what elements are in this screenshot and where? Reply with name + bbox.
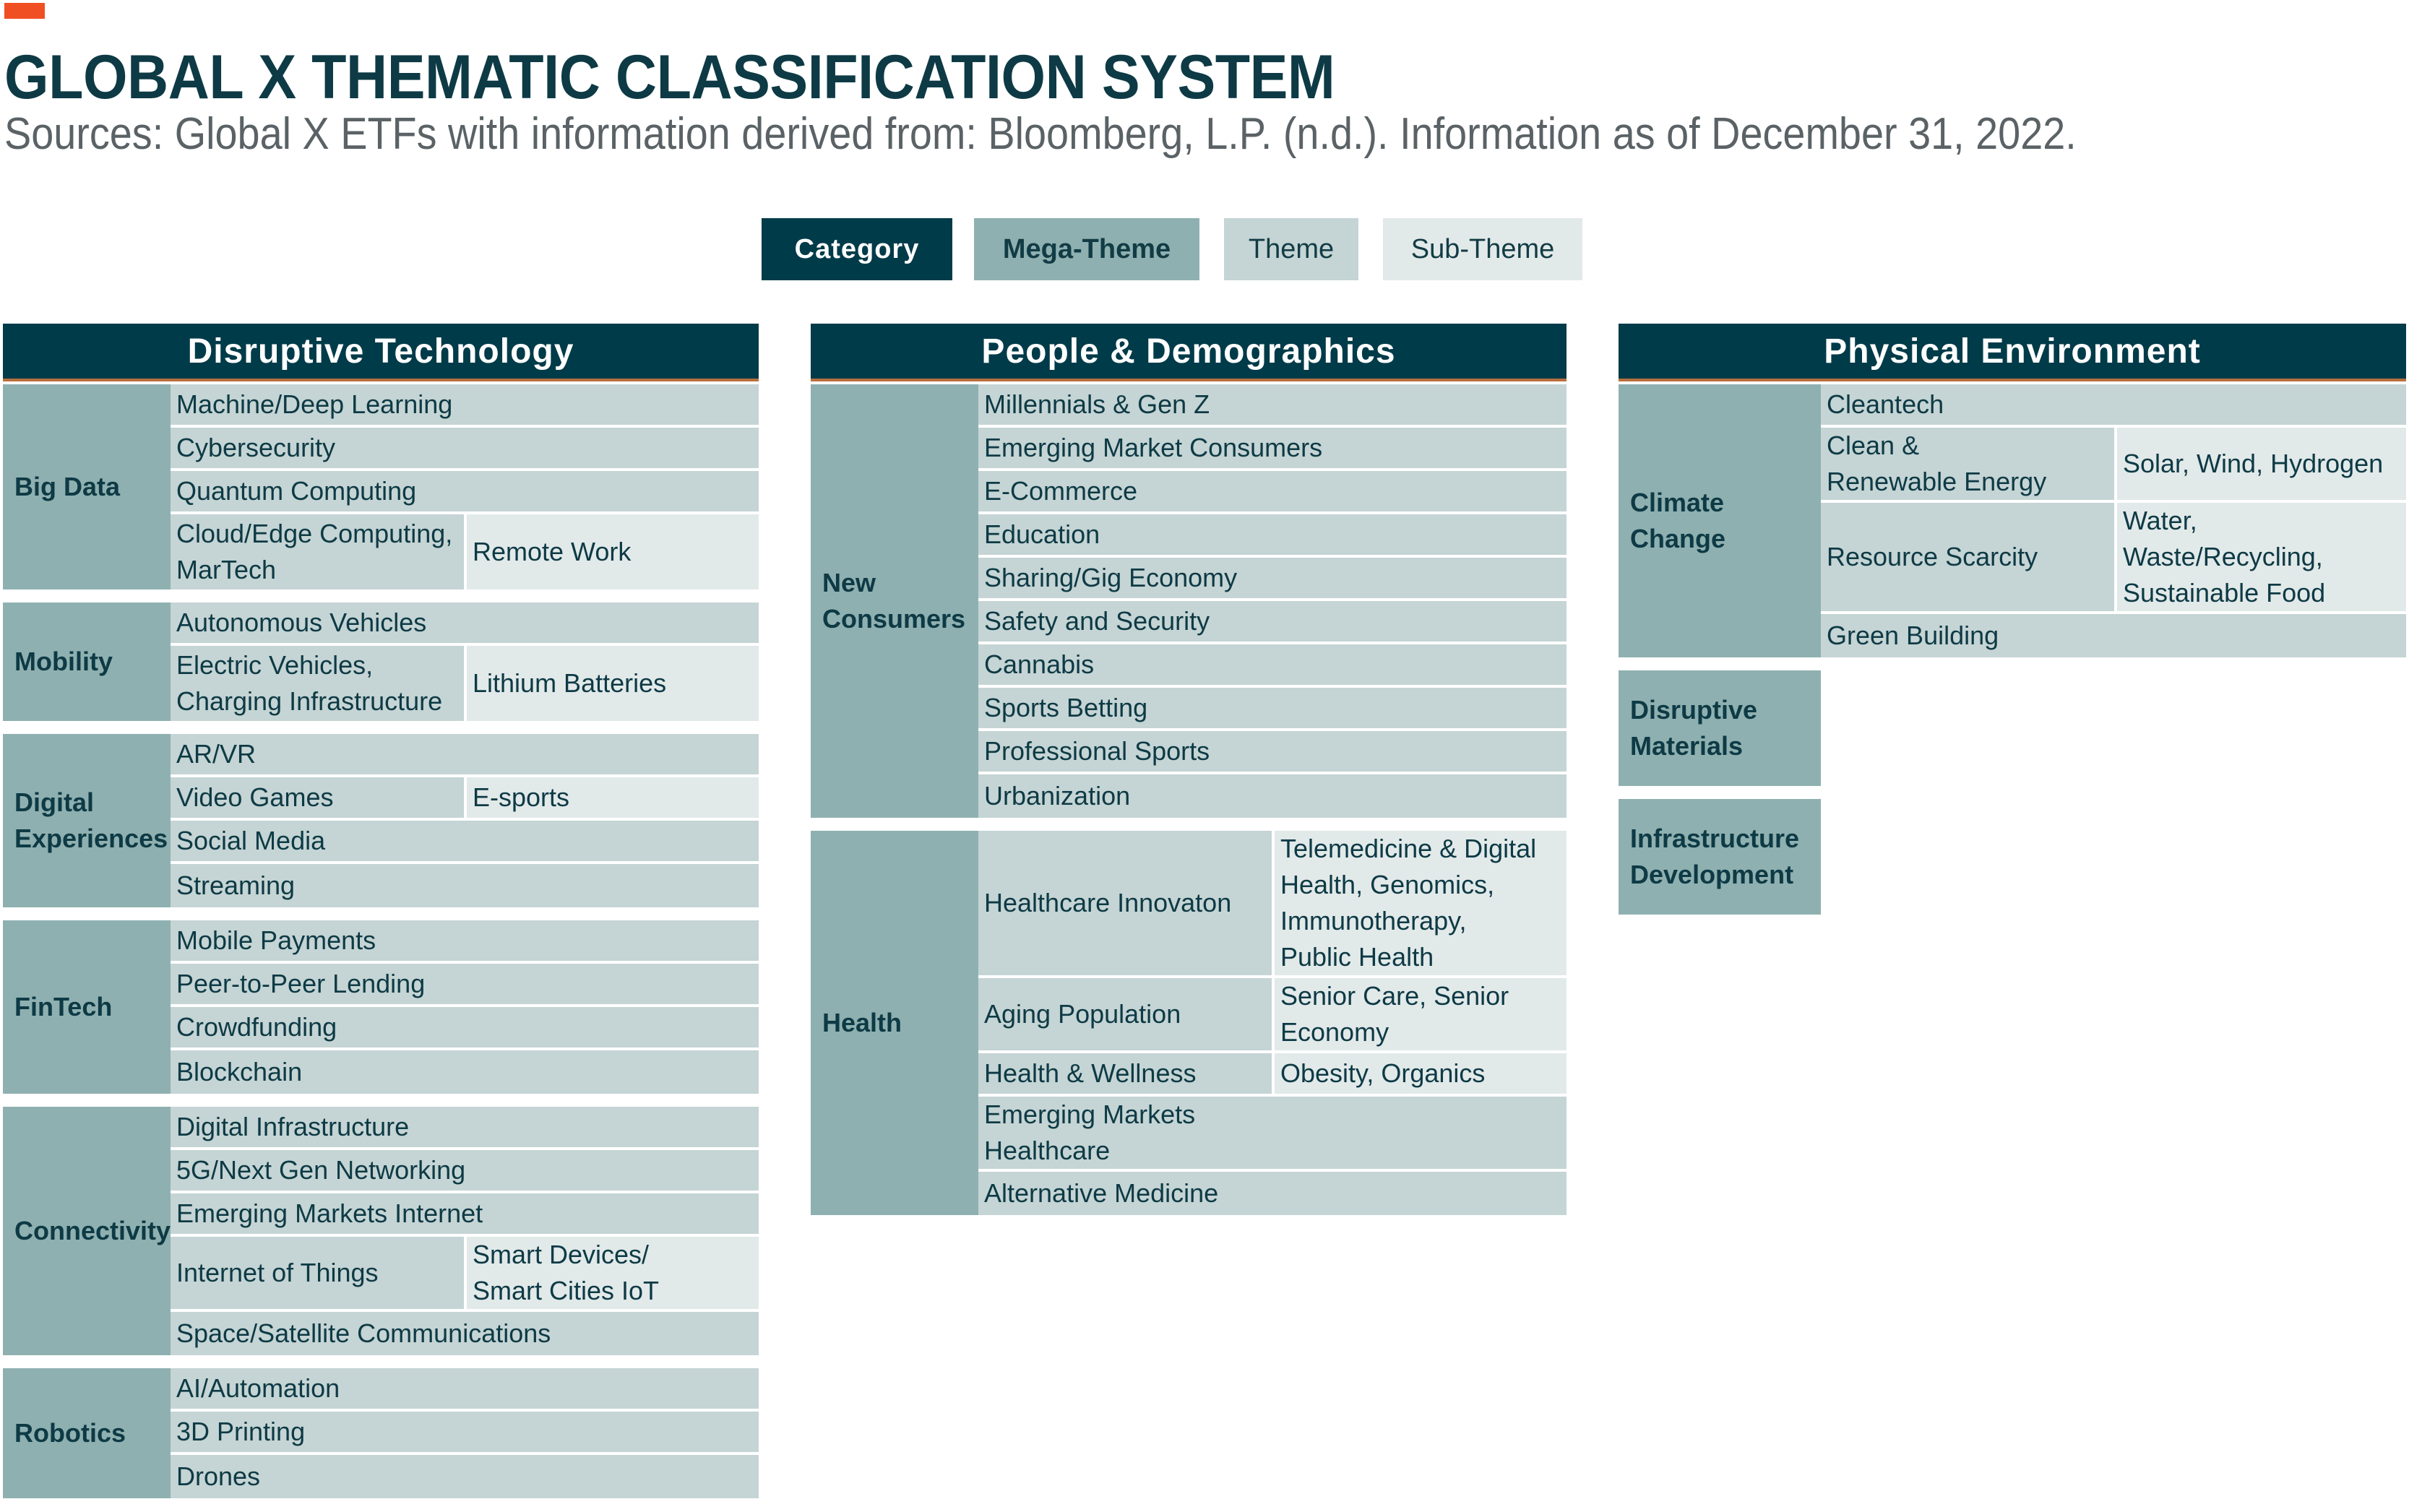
theme-label: Video Games <box>176 782 334 812</box>
mega-theme-block <box>1619 384 2406 657</box>
theme-row <box>978 1097 1567 1172</box>
legend-mega-theme: Mega-Theme <box>974 218 1199 280</box>
theme-label: Cleantech <box>1827 389 1944 419</box>
sub-theme-label: Lithium Batteries <box>464 646 759 721</box>
theme-row <box>171 1312 759 1355</box>
theme-label: Safety and Security <box>984 606 1210 636</box>
mega-theme-block <box>3 602 759 721</box>
mega-theme-label: Digital Experiences <box>3 734 171 907</box>
theme-row <box>171 646 759 721</box>
theme-row <box>1821 503 2406 614</box>
theme-row <box>171 1007 759 1050</box>
theme-list <box>171 384 759 589</box>
mega-theme-block <box>3 1107 759 1355</box>
sub-theme-label: Telemedicine & Digital Health, Genomics, Immunotherapy, Public Health <box>1272 831 1567 975</box>
theme-label: Sports Betting <box>984 693 1148 722</box>
theme-label: Machine/Deep Learning <box>176 389 453 419</box>
sub-theme-label: Senior Care, Senior Economy <box>1272 978 1567 1050</box>
mega-theme-block <box>1619 670 2406 786</box>
theme-label: Healthcare Innovaton <box>984 888 1232 917</box>
sub-theme-label: Water, Waste/Recycling, Sustainable Food <box>2114 503 2406 611</box>
theme-label: Clean & Renewable Energy <box>1827 431 2047 496</box>
theme-row <box>171 964 759 1007</box>
theme-row <box>978 731 1567 774</box>
theme-row <box>171 1368 759 1412</box>
theme-label: E-Commerce <box>984 476 1138 506</box>
theme-row <box>978 978 1567 1053</box>
theme-label: Green Building <box>1827 621 1999 650</box>
sub-theme-label: Smart Devices/ Smart Cities IoT <box>464 1237 759 1309</box>
accent-bar <box>4 3 45 19</box>
theme-label: Emerging Markets Internet <box>176 1198 483 1228</box>
theme-row <box>1821 384 2406 428</box>
theme-row <box>1821 614 2406 657</box>
mega-theme-label: Health <box>811 831 978 1215</box>
theme-label: Emerging Markets Healthcare <box>984 1100 1196 1165</box>
category-header: Physical Environment <box>1619 324 2406 381</box>
page-title: GLOBAL X THEMATIC CLASSIFICATION SYSTEM <box>4 43 1335 112</box>
theme-row <box>171 471 759 514</box>
theme-row <box>171 777 759 821</box>
theme-row <box>978 601 1567 644</box>
theme-row <box>978 1172 1567 1215</box>
theme-label: Education <box>984 519 1100 549</box>
legend-theme: Theme <box>1224 218 1358 280</box>
theme-label: Quantum Computing <box>176 476 417 506</box>
theme-label: 5G/Next Gen Networking <box>176 1155 466 1185</box>
theme-row <box>978 1053 1567 1097</box>
mega-theme-label: Connectivity <box>3 1107 171 1355</box>
sub-theme-label: Solar, Wind, Hydrogen <box>2114 428 2406 500</box>
theme-row <box>171 1150 759 1193</box>
theme-row <box>978 514 1567 558</box>
theme-label: Aging Population <box>984 999 1181 1029</box>
theme-label: Millennials & Gen Z <box>984 389 1210 419</box>
theme-list <box>171 1107 759 1355</box>
theme-label: Space/Satellite Communications <box>176 1318 551 1348</box>
theme-label: Urbanization <box>984 781 1131 811</box>
mega-theme-block <box>3 734 759 907</box>
theme-label: Autonomous Vehicles <box>176 608 427 637</box>
theme-list <box>171 734 759 907</box>
theme-list <box>978 831 1567 1215</box>
theme-row <box>171 1412 759 1455</box>
mega-theme-block <box>3 920 759 1094</box>
page-subtitle: Sources: Global X ETFs with information derived from: Bloomberg, L.P. (n.d.). Information as of December 31, 2022. <box>4 109 2077 159</box>
category-header: People & Demographics <box>811 324 1567 381</box>
theme-row <box>171 734 759 777</box>
category-column <box>3 324 759 1511</box>
theme-row <box>978 558 1567 601</box>
theme-label: Mobile Payments <box>176 925 376 955</box>
theme-label: Streaming <box>176 871 296 900</box>
theme-row <box>978 471 1567 514</box>
theme-row <box>1821 428 2406 503</box>
theme-row <box>978 384 1567 428</box>
theme-row <box>171 821 759 864</box>
theme-row <box>171 1455 759 1498</box>
theme-label: Health & Wellness <box>984 1058 1197 1088</box>
theme-row <box>171 1050 759 1094</box>
theme-row <box>978 688 1567 731</box>
mega-theme-block <box>811 384 1567 818</box>
theme-list <box>171 1368 759 1498</box>
theme-label: 3D Printing <box>176 1417 306 1446</box>
theme-label: Digital Infrastructure <box>176 1112 410 1141</box>
mega-theme-label: Disruptive Materials <box>1619 670 1821 786</box>
sub-theme-label: Obesity, Organics <box>1272 1053 1567 1094</box>
theme-row <box>171 1193 759 1237</box>
theme-label: Resource Scarcity <box>1827 542 2038 571</box>
mega-theme-block <box>3 1368 759 1498</box>
theme-label: Internet of Things <box>176 1258 379 1287</box>
theme-row <box>171 920 759 964</box>
theme-list <box>171 920 759 1094</box>
theme-label: Crowdfunding <box>176 1012 337 1042</box>
theme-label: Cybersecurity <box>176 433 336 462</box>
theme-list <box>1821 384 2406 657</box>
mega-theme-label: Climate Change <box>1619 384 1821 657</box>
legend-sub-theme: Sub-Theme <box>1383 218 1582 280</box>
mega-theme-label: New Consumers <box>811 384 978 818</box>
theme-row <box>171 1107 759 1150</box>
theme-list <box>978 384 1567 818</box>
theme-label: Emerging Market Consumers <box>984 433 1323 462</box>
theme-label: Cloud/Edge Computing, MarTech <box>176 519 453 584</box>
theme-label: Professional Sports <box>984 736 1210 766</box>
theme-label: Blockchain <box>176 1057 303 1087</box>
legend-category: Category <box>762 218 952 280</box>
theme-row <box>171 428 759 471</box>
mega-theme-block <box>811 831 1567 1215</box>
theme-row <box>978 831 1567 978</box>
theme-row <box>978 428 1567 471</box>
sub-theme-label: E-sports <box>464 777 759 818</box>
theme-row <box>171 864 759 907</box>
theme-label: AR/VR <box>176 739 257 769</box>
theme-label: AI/Automation <box>176 1373 340 1403</box>
theme-label: Drones <box>176 1461 261 1491</box>
mega-theme-block <box>1619 799 2406 915</box>
mega-theme-block <box>3 384 759 589</box>
category-column <box>1619 324 2406 928</box>
mega-theme-label: Infrastructure Development <box>1619 799 1821 915</box>
mega-theme-label: Big Data <box>3 384 171 589</box>
category-header: Disruptive Technology <box>3 324 759 381</box>
theme-label: Alternative Medicine <box>984 1178 1219 1208</box>
theme-label: Peer-to-Peer Lending <box>176 969 426 998</box>
theme-label: Social Media <box>176 826 326 855</box>
category-column <box>811 324 1567 1228</box>
mega-theme-label: Mobility <box>3 602 171 721</box>
theme-row <box>171 384 759 428</box>
theme-row <box>978 774 1567 818</box>
mega-theme-label: FinTech <box>3 920 171 1094</box>
theme-label: Cannabis <box>984 649 1095 679</box>
theme-row <box>978 644 1567 688</box>
theme-list <box>171 602 759 721</box>
sub-theme-label: Remote Work <box>464 514 759 589</box>
mega-theme-label: Robotics <box>3 1368 171 1498</box>
theme-row <box>171 1237 759 1312</box>
theme-label: Electric Vehicles, Charging Infrastructure <box>176 650 443 716</box>
theme-row <box>171 514 759 589</box>
theme-row <box>171 602 759 646</box>
theme-label: Sharing/Gig Economy <box>984 563 1238 592</box>
